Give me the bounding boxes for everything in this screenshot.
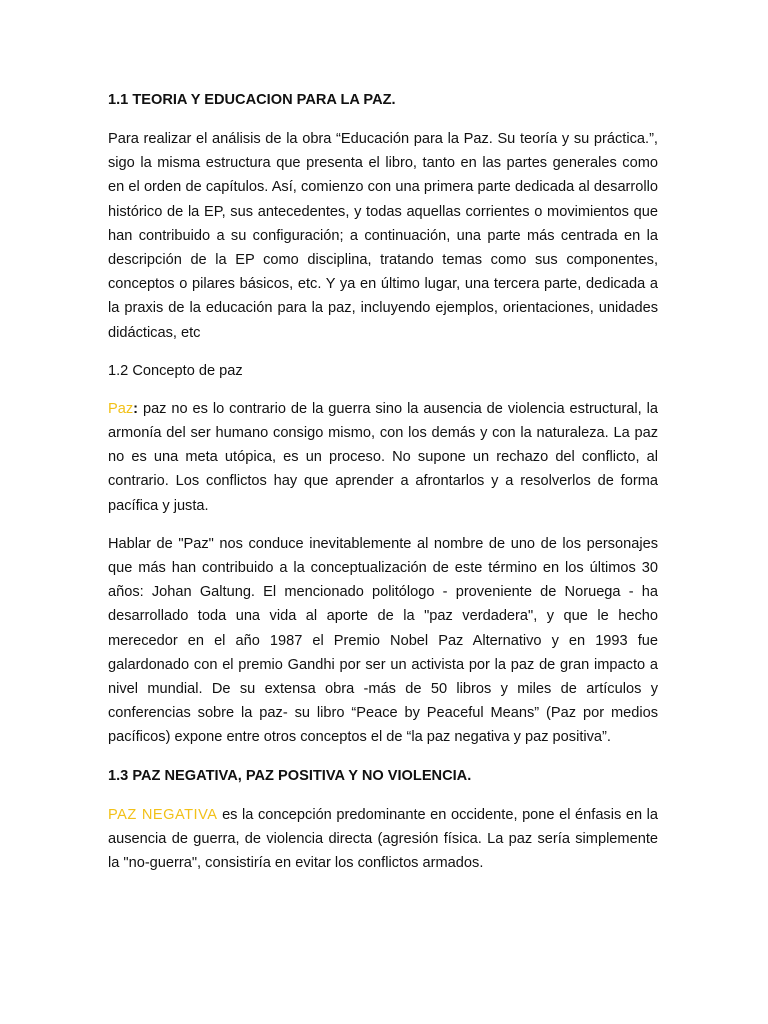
definition-colon: :: [133, 400, 139, 417]
section-1-3-heading: 1.3 PAZ NEGATIVA, PAZ POSITIVA Y NO VIOLENCIA.: [108, 767, 472, 784]
paz-negativa-text: es la concepción predominante en occidente, pone el énfasis en la ausencia de guerra, de violencia directa (agresión física. La paz sería simplemente la "no-guerra", consistiría en evitar los conflictos armados.: [108, 806, 658, 872]
paz-term-highlight: Paz: [108, 400, 134, 417]
paz-negativa-term-highlight: PAZ NEGATIVA: [108, 806, 218, 823]
section-1-1-paragraph: Para realizar el análisis de la obra “Educación para la Paz. Su teoría y su práctica.”, sigo la misma estructura que presenta el libro, tanto en las partes generales como en el orden de capítulos. Así, comienzo con una primera parte dedicada al desarrollo histórico de la EP, sus antecedentes, y todas aquellas corrientes o movimientos que han contribuido a su configuración; a continuación, una parte más centrada en la descripción de la EP como disciplina, tratando temas como sus componentes, conceptos o pilares básicos, etc. Y ya en último lugar, una tercera parte, dedicada a la praxis de la educación para la paz, incluyendo ejemplos, orientaciones, unidades didácticas, etc: [108, 131, 658, 341]
document-page: [108, 88, 658, 889]
section-1-1-heading: 1.1 TEORIA Y EDUCACION PARA LA PAZ.: [108, 92, 396, 108]
paz-definition-text: paz no es lo contrario de la guerra sino la ausencia de violencia estructural, la armonía del ser humano consigo mismo, con los demás y con la naturaleza. La paz no es una meta utópica, es un proceso. No supone un rechazo del conflicto, al contrario. Los conflictos hay que aprender a afrontarlos y a resolverlos de forma pacífica y justa.: [108, 400, 658, 514]
section-1-2-heading: 1.2 Concepto de paz: [108, 362, 243, 379]
galtung-paragraph: Hablar de "Paz" nos conduce inevitablemente al nombre de uno de los personajes que más han contribuido a la conceptualización de este término en los últimos 30 años: Johan Galtung. El mencionado politólogo - proveniente de Noruega - ha desarrollado toda una vida al aporte de la "paz verdadera", y que le hecho merecedor en el año 1987 el Premio Nobel Paz Alternativo y en 1993 fue galardonado con el premio Gandhi por ser un activista por la paz de gran impacto a nivel mundial. De su extensa obra -más de 50 libros y miles de artículos y conferencias sobre la paz- su libro “Peace by Peaceful Means” (Paz por medios pacíficos) expone entre otros conceptos el de “la paz negativa y paz positiva”.: [108, 535, 658, 746]
paz-definition-paragraph: [108, 397, 658, 518]
paz-negativa-paragraph: [108, 803, 658, 876]
